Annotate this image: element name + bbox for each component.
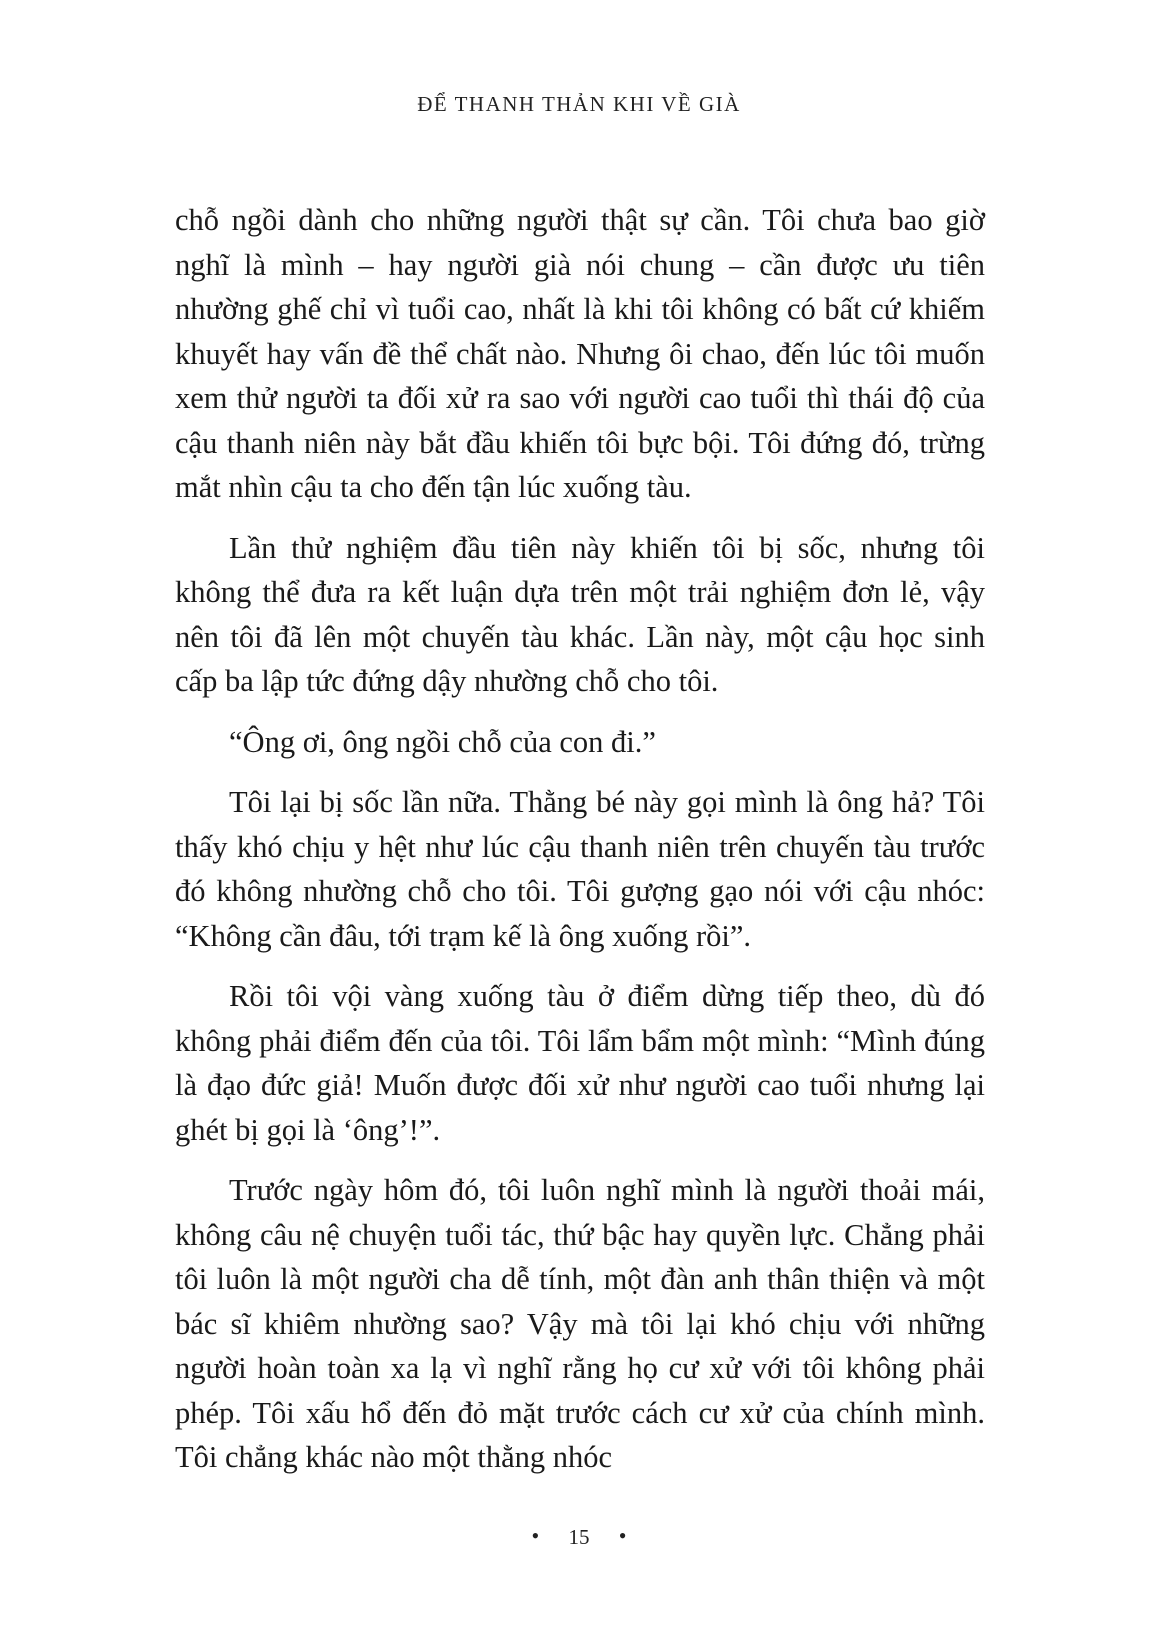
page-footer	[0, 1523, 1158, 1550]
body-text	[175, 198, 985, 1496]
paragraph: Trước ngày hôm đó, tôi luôn nghĩ mình là người thoải mái, không câu nệ chuyện tuổi tác, thứ bậc hay quyền lực. Chẳng phải tôi luôn là một người cha dễ tính, một đàn anh thân thiện và một bác sĩ khiêm nhường sao? Vậy mà tôi lại khó chịu với những người hoàn toàn xa lạ vì nghĩ rằng họ cư xử với tôi không phải phép. Tôi xấu hổ đến đỏ mặt trước cách cư xử của chính mình. Tôi chẳng khác nào một thằng nhóc	[175, 1173, 985, 1474]
running-head-title: ĐỂ THANH THẢN KHI VỀ GIÀ	[417, 92, 741, 116]
bullet-ornament-right: •	[618, 1523, 627, 1548]
paragraph: Rồi tôi vội vàng xuống tàu ở điểm dừng tiếp theo, dù đó không phải điểm đến của tôi. Tôi lẩm bẩm một mình: “Mình đúng là đạo đức giả! Muốn được đối xử như người cao tuổi nhưng lại ghét bị gọi là ‘ông’!”.	[175, 979, 985, 1147]
bullet-ornament-left: •	[531, 1523, 540, 1548]
paragraph-quote: “Ông ơi, ông ngồi chỗ của con đi.”	[229, 724, 656, 759]
page-number: 15	[568, 1525, 590, 1549]
paragraph: Tôi lại bị sốc lần nữa. Thằng bé này gọi mình là ông hả? Tôi thấy khó chịu y hệt như lúc cậu thanh niên trên chuyến tàu trước đó không nhường chỗ cho tôi. Tôi gượng gạo nói với cậu nhóc: “Không cần đâu, tới trạm kế là ông xuống rồi”.	[175, 785, 985, 953]
paragraph: Lần thử nghiệm đầu tiên này khiến tôi bị sốc, nhưng tôi không thể đưa ra kết luận dựa trên một trải nghiệm đơn lẻ, vậy nên tôi đã lên một chuyến tàu khác. Lần này, một cậu học sinh cấp ba lập tức đứng dậy nhường chỗ cho tôi.	[175, 530, 985, 698]
paragraph: chỗ ngồi dành cho những người thật sự cần. Tôi chưa bao giờ nghĩ là mình – hay người già nói chung – cần được ưu tiên nhường ghế chỉ vì tuổi cao, nhất là khi tôi không có bất cứ khiếm khuyết hay vấn đề thể chất nào. Nhưng ôi chao, đến lúc tôi muốn xem thử người ta đối xử ra sao với người cao tuổi thì thái độ của cậu thanh niên này bắt đầu khiến tôi bực bội. Tôi đứng đó, trừng mắt nhìn cậu ta cho đến tận lúc xuống tàu.	[175, 203, 985, 504]
